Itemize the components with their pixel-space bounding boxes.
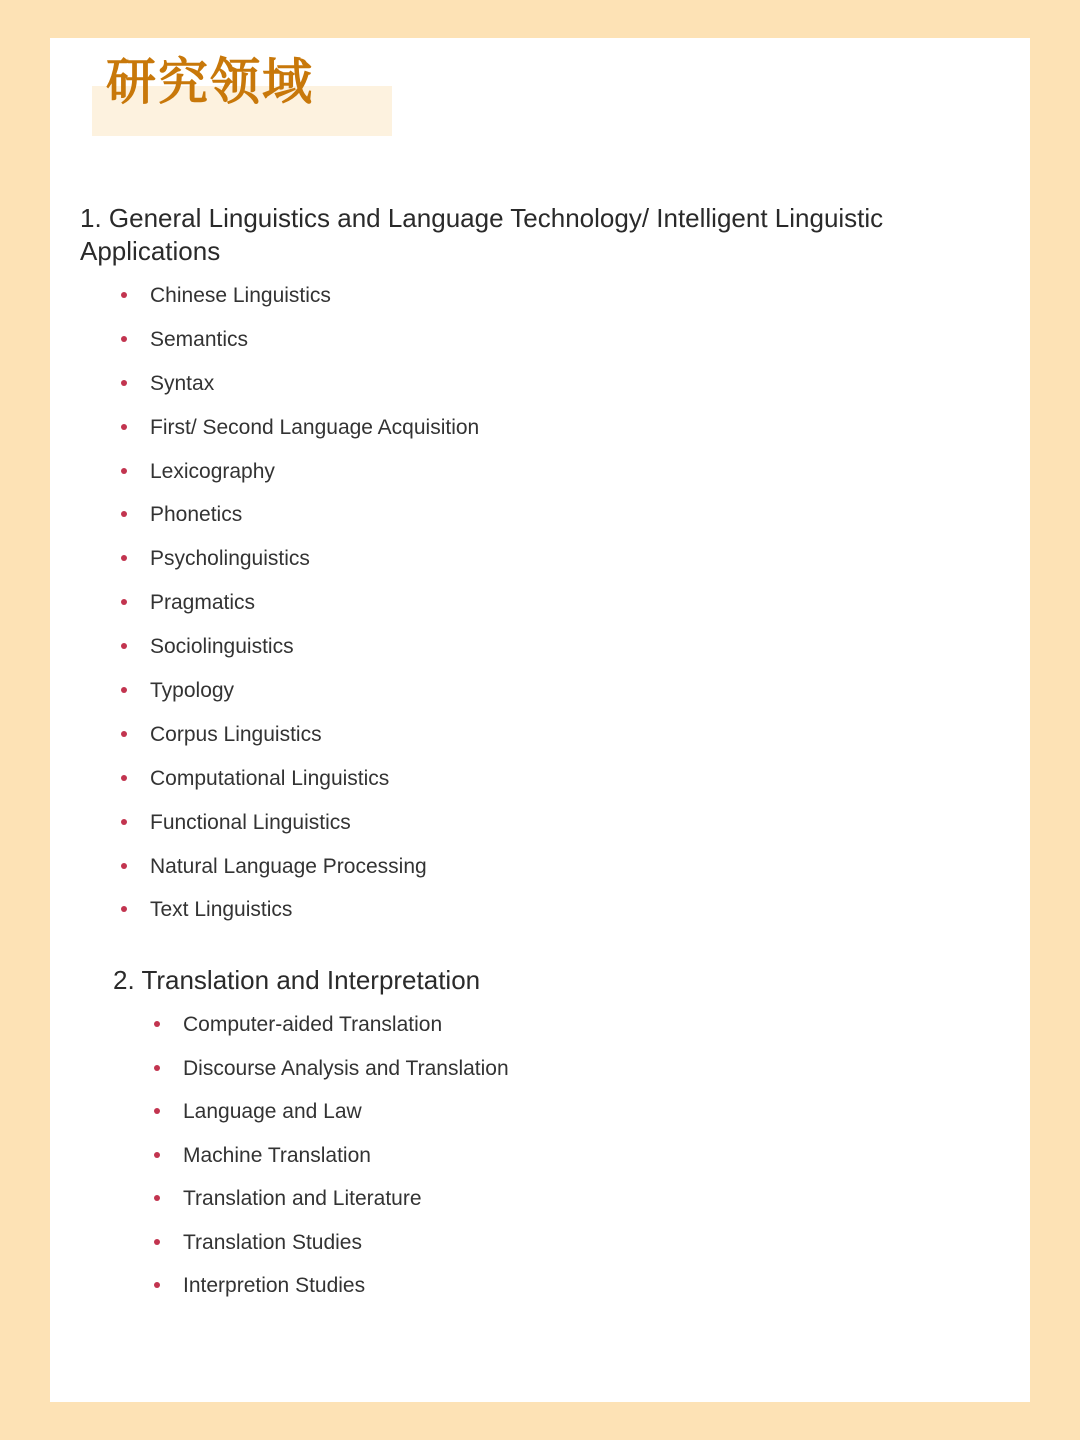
list-item [120,673,479,717]
list-item [120,410,479,454]
bullet-icon [121,643,127,649]
list-item [120,541,479,585]
bullet-icon [121,424,127,430]
list-item [120,322,479,366]
bullet-icon [121,336,127,342]
list-item-label: Computational Linguistics [150,766,390,790]
list-item-label: Semantics [150,327,249,351]
bullet-icon [154,1021,160,1027]
list-item [120,849,479,893]
general-linguistics-list [120,278,479,936]
translation-list [153,1007,509,1312]
list-item-label: Typology [150,679,235,703]
list-item-label: Psycholinguistics [150,547,310,571]
bullet-icon [154,1239,160,1245]
list-item [153,1268,509,1312]
bullet-icon [121,906,127,912]
section-heading-translation: 2. Translation and Interpretation [113,965,481,995]
bullet-icon [121,599,127,605]
list-item-label: Translation Studies [183,1230,362,1254]
bullet-icon [121,380,127,386]
page-title: 研究领域 [106,53,314,111]
bullet-icon [154,1282,160,1288]
list-item [120,454,479,498]
list-item-label: First/ Second Language Acquisition [150,415,480,439]
list-item-label: Interpretion Studies [183,1274,366,1297]
list-item-label: Discourse Analysis and Translation [183,1056,509,1080]
bullet-icon [154,1108,160,1114]
bullet-icon [121,687,127,693]
bullet-icon [154,1065,160,1071]
bullet-icon [154,1195,160,1201]
list-item [120,805,479,849]
bullet-icon [121,819,127,825]
list-item [120,892,479,936]
list-item [120,761,479,805]
list-item [153,1007,509,1051]
list-item [120,366,479,410]
bullet-icon [121,511,127,517]
section-heading-general-linguistics: 1. General Linguistics and Language Technology/ Intelligent Linguistic Applications [80,203,884,266]
list-item-label: Translation and Literature [183,1187,422,1210]
list-item-label: Text Linguistics [150,898,293,922]
bullet-icon [121,292,127,298]
bullet-icon [121,468,127,474]
list-item-label: Functional Linguistics [150,810,351,834]
list-item-label: Pragmatics [150,591,256,615]
list-item-label: Computer-aided Translation [183,1013,443,1036]
document-page [50,38,1030,1402]
list-item [153,1051,509,1095]
list-item [153,1225,509,1269]
list-item [153,1138,509,1182]
list-item [120,629,479,673]
list-item [120,585,479,629]
list-item-label: Chinese Linguistics [150,284,331,307]
list-item-label: Language and Law [183,1100,362,1123]
bullet-icon [121,731,127,737]
list-item-label: Sociolinguistics [150,635,294,659]
list-item [120,717,479,761]
list-item [120,278,479,322]
bullet-icon [121,863,127,869]
list-item-label: Lexicography [150,459,275,483]
bullet-icon [121,555,127,561]
list-item [153,1094,509,1138]
list-item [153,1181,509,1225]
list-item-label: Phonetics [150,503,243,527]
bullet-icon [154,1152,160,1158]
list-item-label: Syntax [150,371,215,395]
bullet-icon [121,775,127,781]
list-item-label: Natural Language Processing [150,854,427,878]
list-item-label: Machine Translation [183,1143,371,1167]
list-item-label: Corpus Linguistics [150,722,322,746]
list-item [120,497,479,541]
